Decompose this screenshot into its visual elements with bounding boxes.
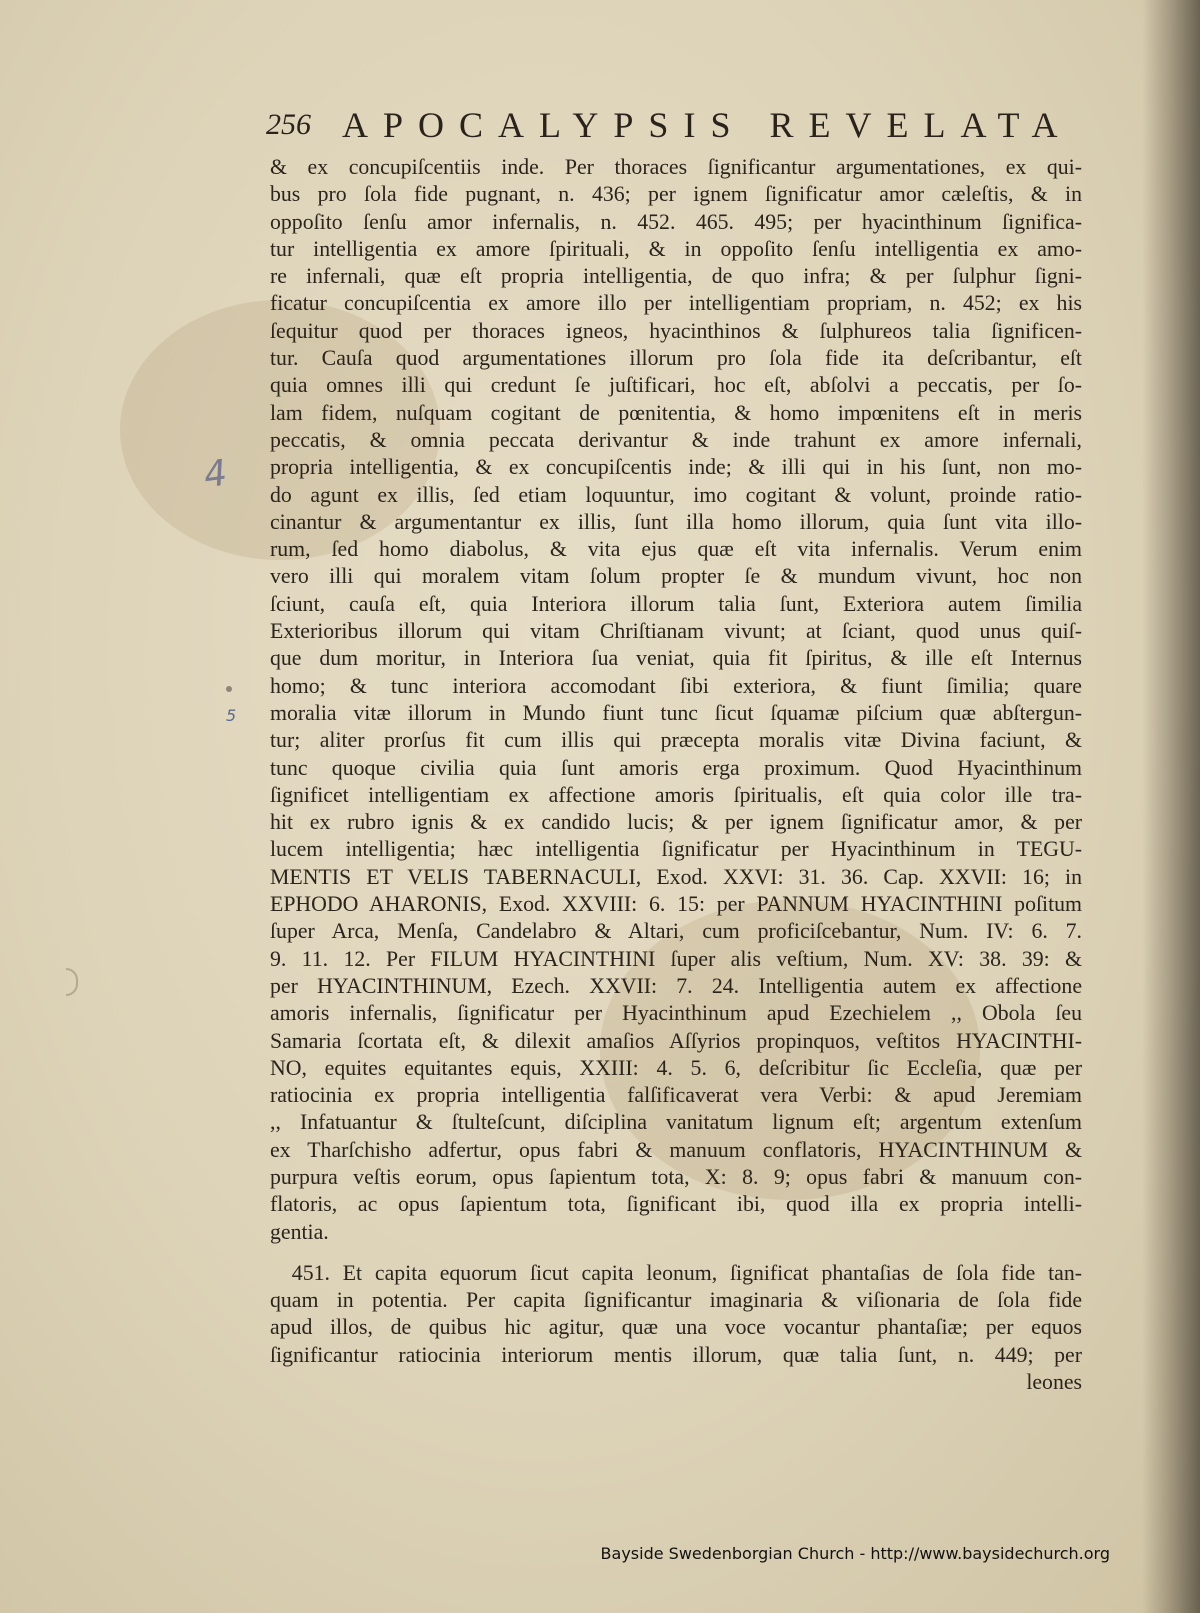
paragraph-gap (270, 1246, 1082, 1260)
text-line: quia omnes illi qui credunt ſe juſtificari, hoc eſt, abſolvi a peccatis, per ſo- (270, 373, 1082, 398)
margin-annotation: 4 (201, 452, 230, 497)
text-line: quam in potentia. Per capita ſignificantur imaginaria & viſionaria de ſola fide (270, 1288, 1082, 1313)
running-title: APOCALYPSIS REVELATA (342, 105, 1073, 145)
text-line: flatoris, ac opus ſapientum tota, ſignificant ibi, quod illa ex propria intelli- (270, 1192, 1082, 1217)
text-line: ſignificantur ratiocinia interiorum mentis illorum, quæ talia ſunt, n. 449; per (270, 1342, 1082, 1367)
text-line: amoris infernalis, ſignificatur per Hyacinthinum apud Ezechielem ,, Obola ſeu (270, 1001, 1082, 1026)
text-line: ſignificet intelligentiam ex affectione amoris ſpiritualis, eſt quia color ille tra- (270, 782, 1082, 807)
text-line: tur. Cauſa quod argumentationes illorum pro ſola fide ita deſcribantur, eſt (270, 346, 1082, 371)
page-header (266, 104, 1073, 150)
text-line: propria intelligentia, & ex concupiſcentis inde; & illi qui in his ſunt, non mo- (270, 455, 1082, 480)
text-line: re infernali, quæ eſt propria intelligentia, de quo infra; & per ſulphur ſigni- (270, 264, 1082, 289)
text-line: ratiocinia ex propria intelligentia falſificaverat vera Verbi: & apud Jeremiam (270, 1083, 1082, 1108)
page-binding-shadow (1142, 0, 1200, 1613)
text-line: tur; aliter prorſus fit cum illis qui præcepta moralis vitæ Divina faciunt, & (270, 728, 1082, 753)
text-line: & ex concupiſcentiis inde. Per thoraces ſignificantur argumentationes, ex qui- (270, 155, 1082, 179)
text-line: 9. 11. 12. Per FILUM HYACINTHINI ſuper alis veſtium, Num. XV: 38. 39: & (270, 946, 1082, 971)
text-line: ſequitur quod per thoraces igneos, hyacinthinos & ſulphureos talia ſignificen- (270, 318, 1082, 343)
text-line: ſuper Arca, Menſa, Candelabro & Altari, cum proficiſcebantur, Num. IV: 6. 7. (270, 919, 1082, 944)
text-line: purpura veſtis eorum, opus ſapientum tota, X: 8. 9; opus fabri & manuum con- (270, 1164, 1082, 1189)
text-line: homo; & tunc interiora accomodant ſibi exteriora, & fiunt ſimilia; quare (270, 673, 1082, 698)
text-line: ,, Infatuantur & ſtulteſcunt, diſciplina vanitatum lignum eſt; argentum extenſum (270, 1110, 1082, 1135)
text-line: bus pro ſola fide pugnant, n. 436; per ignem ſignificatur amor cæleſtis, & in (270, 182, 1082, 207)
text-line: tunc quoque civilia quia ſunt amoris erga proximum. Quod Hyacinthinum (270, 755, 1082, 780)
text-line: tur intelligentia ex amore ſpirituali, & in oppoſito ſenſu intelligentia ex amo- (270, 236, 1082, 261)
text-line: do agunt ex illis, ſed etiam loquuntur, imo cogitant & volunt, proinde ratio- (270, 482, 1082, 507)
text-line: apud illos, de quibus hic agitur, quæ una voce vocantur phantaſiæ; per equos (270, 1315, 1082, 1340)
text-line: MENTIS ET VELIS TABERNACULI, Exod. XXVI: 31. 36. Cap. XXVII: 16; in (270, 864, 1082, 889)
text-line: lucem intelligentia; hæc intelligentia ſignificatur per Hyacinthinum in TEGU- (270, 837, 1082, 862)
text-line: hit ex rubro ignis & ex candido lucis; & per ignem ſignificatur amor, & per (270, 810, 1082, 835)
page-number: 256 (266, 108, 311, 141)
text-line: ex Tharſchisho adfertur, opus fabri & manuum conflatoris, HYACINTHINUM & (270, 1137, 1082, 1162)
text-line: EPHODO AHARONIS, Exod. XXVIII: 6. 15: per PANNUM HYACINTHINI poſitum (270, 892, 1082, 917)
text-line: 451. Et capita equorum ſicut capita leonum, ſignificat phantaſias de ſola fide tan- (270, 1260, 1082, 1285)
ink-mark (66, 968, 78, 996)
text-line: vero illi qui moralem vitam ſolum propter ſe & mundum vivunt, hoc non (270, 564, 1082, 589)
text-line: NO, equites equitantes equis, XXIII: 4. 5. 6, deſcribitur ſic Eccleſia, quæ per (270, 1055, 1082, 1080)
text-line: peccatis, & omnia peccata derivantur & inde trahunt ex amore infernali, (270, 427, 1082, 452)
text-line: Samaria ſcortata eſt, & dilexit amaſios Aſſyrios propinquos, veſtitos HYACINTHI- (270, 1028, 1082, 1053)
text-line: Exterioribus illorum qui vitam Chriſtianam vivunt; at ſciant, quod unus quiſ- (270, 619, 1082, 644)
text-line: cinantur & argumentantur ex illis, ſunt illa homo illorum, quia ſunt vita illo- (270, 509, 1082, 534)
text-line: ſciunt, cauſa eſt, quia Interiora illorum talia ſunt, Exteriora autem ſimilia (270, 591, 1082, 616)
text-line: ficatur concupiſcentia ex amore illo per intelligentiam propriam, n. 452; ex his (270, 291, 1082, 316)
body-text (270, 154, 1082, 1396)
ink-mark (226, 686, 232, 692)
text-line: que dum moritur, in Interiora ſua veniat, quia fit ſpiritus, & ille eſt Internus (270, 646, 1082, 671)
catchword: leones (1026, 1370, 1082, 1395)
text-line: lam fidem, nuſquam cogitant de pœnitentia, & homo impœnitens eſt in meris (270, 400, 1082, 425)
text-line: per HYACINTHINUM, Ezech. XXVII: 7. 24. Intelligentia autem ex affectione (270, 973, 1082, 998)
footer-credit: Bayside Swedenborgian Church - http://www.baysidechurch.org (600, 1544, 1110, 1563)
text-line: oppoſito ſenſu amor infernalis, n. 452. 465. 495; per hyacinthinum ſignifica- (270, 209, 1082, 234)
text-line: moralia vitæ illorum in Mundo fiunt tunc ſicut ſquamæ piſcium quæ abſtergun- (270, 700, 1082, 725)
text-line: rum, ſed homo diabolus, & vita ejus quæ eſt vita infernalis. Verum enim (270, 537, 1082, 562)
margin-annotation: 5 (226, 706, 237, 725)
text-line: gentia. (270, 1219, 329, 1244)
